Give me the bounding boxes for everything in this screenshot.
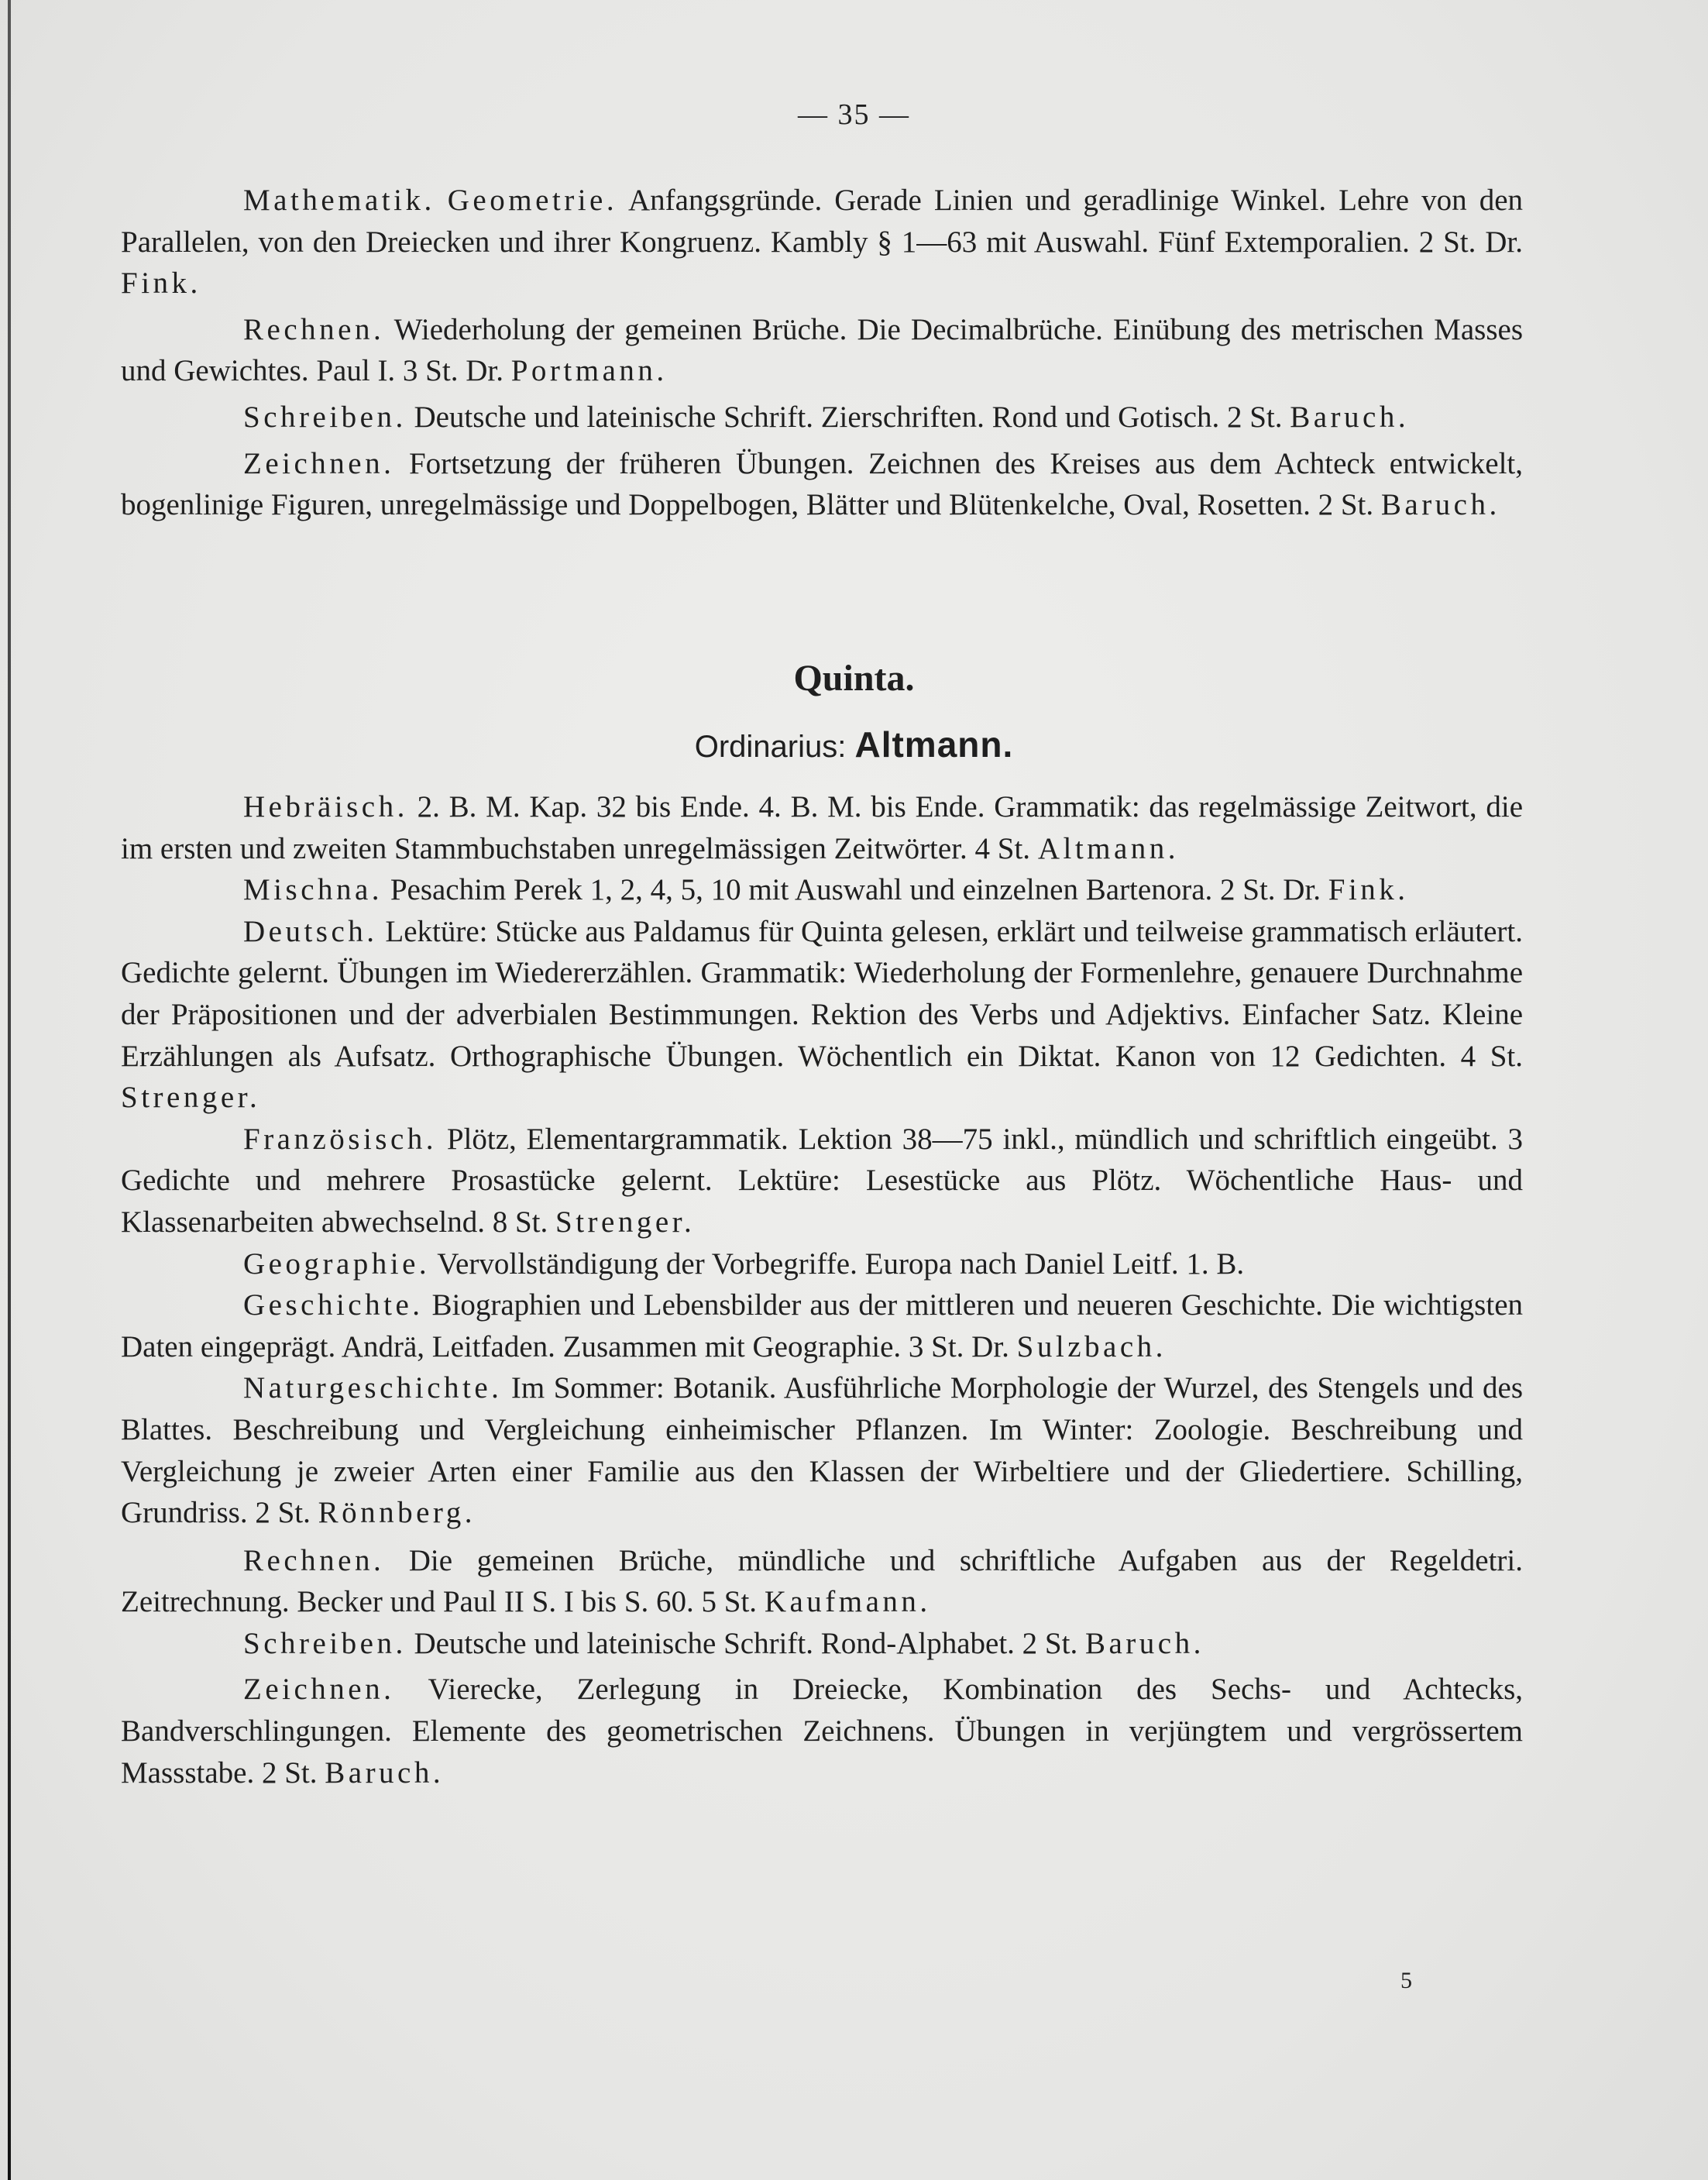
- paragraph-text: Lektüre: Stücke aus Paldamus für Quinta gelesen, erklärt und teilweise grammatisch erläutert. Gedichte gelernt. Übungen im Wiedererzählen. Grammatik: Wiederholung der Formenlehre, genauere Durchnahme der Präpositionen und der adverbialen Bestimmungen. Rektion des Verbs und Adjektivs. Einfacher Satz. Kleine Erzählungen als Aufsatz. Orthographische Übungen. Wöchentlich ein Diktat. Kanon von 12 Gedichten. 4 St.: [121, 914, 1523, 1073]
- ordinarius-label: Ordinarius:: [694, 730, 847, 764]
- teacher-name: Fink.: [121, 266, 201, 301]
- paragraph-schreiben: [121, 1623, 1523, 1665]
- page-edge: [8, 0, 11, 2180]
- teacher-name: Fink.: [1328, 873, 1409, 907]
- subject-label: Hebräisch.: [243, 790, 408, 824]
- paragraph-text: Die gemeinen Brüche, mündliche und schriftliche Aufgaben aus der Regeldetri. Zeitrechnung. Becker und Paul II S. I bis S. 60. 5 St.: [121, 1543, 1523, 1619]
- subject-label: Rechnen.: [243, 312, 385, 346]
- paragraph-text: Anfangsgründe. Gerade Linien und geradlinige Winkel. Lehre von den Parallelen, von den Dreiecken und ihrer Kongruenz. Kambly § 1—63 mit Auswahl. Fünf Extemporalien. 2 St. Dr.: [121, 184, 1524, 259]
- paragraph-text: Biographien und Lebensbilder aus der mittleren und neueren Geschichte. Die wichtigsten Daten eingeprägt. Andrä, Leitfaden. Zusammen mit Geographie. 3 St. Dr.: [121, 1288, 1523, 1363]
- section-heading: Quinta.: [793, 658, 915, 699]
- teacher-name: Altmann.: [1037, 831, 1180, 865]
- teacher-name: Portmann.: [510, 354, 668, 388]
- paragraph-deutsch: [121, 911, 1523, 1119]
- teacher-name: Strenger.: [121, 1081, 261, 1115]
- paragraph-text: Vierecke, Zerlegung in Dreiecke, Kombination des Sechs- und Achtecks, Bandverschlingungen. Elemente des geometrischen Zeichnens. Übungen in verjüngtem und vergrössertem Massstabe. 2 St.: [121, 1673, 1523, 1790]
- subject-label: Naturgeschichte.: [243, 1371, 503, 1405]
- section-quinta: [121, 786, 1523, 1793]
- paragraph-franzoesisch: [121, 1119, 1523, 1243]
- subject-label: Zeichnen.: [243, 1673, 395, 1707]
- subject-label: Geographie.: [243, 1246, 431, 1281]
- paragraph-naturgeschichte: [121, 1367, 1523, 1533]
- subject-label: Französisch.: [243, 1122, 438, 1156]
- paragraph-text: Deutsche und lateinische Schrift. Zierschriften. Rond und Gotisch. 2 St.: [406, 400, 1290, 434]
- page-number: — 35 —: [798, 98, 910, 131]
- paragraph-schreiben: [121, 397, 1523, 438]
- paragraph-text: Pesachim Perek 1, 2, 4, 5, 10 mit Auswahl und einzelnen Bartenora. 2 St. Dr.: [383, 873, 1328, 907]
- subsubject-label: Geometrie.: [447, 184, 618, 217]
- teacher-name: Baruch.: [325, 1755, 445, 1790]
- section-sexta-end: [121, 180, 1523, 526]
- ordinarius-line: [0, 724, 1708, 765]
- paragraph-zeichnen: [121, 1669, 1523, 1793]
- paragraph-text: 2. B. M. Kap. 32 bis Ende. 4. B. M. bis Ende. Grammatik: das regelmässige Zeitwort, die im ersten und zweiten Stammbuchstaben unregelmässigen Zeitwörter. 4 St.: [121, 790, 1523, 865]
- paragraph-mathematik: [121, 180, 1523, 304]
- paragraph-rechnen: [121, 1540, 1523, 1623]
- subject-label: Schreiben.: [243, 400, 407, 434]
- paragraph-text: Vervollständigung der Vorbegriffe. Europa nach Daniel Leitf. 1. B.: [430, 1246, 1245, 1281]
- paragraph-hebraeisch: [121, 786, 1523, 869]
- teacher-name: Rönnberg.: [318, 1496, 476, 1530]
- subject-label: Zeichnen.: [243, 446, 395, 480]
- subject-label: Geschichte.: [243, 1288, 424, 1322]
- paragraph-text: Plötz, Elementargrammatik. Lektion 38—75 inkl., mündlich und schriftlich eingeübt. 3 Gedichte und mehrere Prosastücke gelernt. Lektüre: Lesestücke aus Plötz. Wöchentliche Haus- und Klassenarbeiten abwechselnd. 8 St.: [121, 1122, 1523, 1239]
- paragraph-text: Fortsetzung der früheren Übungen. Zeichnen des Kreises aus dem Achteck entwickelt, bogenlinige Figuren, unregelmässige und Doppelbogen, Blätter und Blütenkelche, Oval, Rosetten. 2 St.: [121, 446, 1523, 522]
- teacher-name: Sulzbach.: [1016, 1329, 1167, 1363]
- subject-label: Deutsch.: [243, 914, 378, 948]
- teacher-name: Baruch.: [1290, 400, 1410, 434]
- teacher-name: Baruch.: [1084, 1626, 1205, 1660]
- teacher-name: Kaufmann.: [764, 1585, 931, 1619]
- ordinarius-name: Altmann.: [854, 724, 1014, 765]
- paragraph-text: Deutsche und lateinische Schrift. Rond-Alphabet. 2 St.: [406, 1626, 1085, 1660]
- paragraph-text: Im Sommer: Botanik. Ausführliche Morphologie der Wurzel, des Stengels und des Blattes. Beschreibung und Vergleichung einheimischer Pflanzen. Im Winter: Zoologie. Beschreibung und Vergleichung je zweier Arten einer Familie aus den Klassen der Wirbeltiere und der Gliedertiere. Schilling, Grundriss. 2 St.: [121, 1371, 1523, 1530]
- paragraph-mischna: [121, 869, 1523, 911]
- paragraph-rechnen: [121, 309, 1523, 392]
- paragraph-geschichte: [121, 1284, 1523, 1367]
- paragraph-text: Wiederholung der gemeinen Brüche. Die Decimalbrüche. Einübung des metrischen Masses und Gewichtes. Paul I. 3 St. Dr.: [121, 312, 1523, 388]
- paragraph-zeichnen: [121, 443, 1523, 526]
- subject-label: Mischna.: [243, 873, 383, 907]
- signature-mark: 5: [1400, 1968, 1412, 1993]
- paragraph-geographie: [121, 1243, 1523, 1285]
- subject-label: Rechnen.: [243, 1543, 385, 1577]
- teacher-name: Baruch.: [1380, 488, 1500, 522]
- subject-label: Schreiben.: [243, 1626, 407, 1660]
- teacher-name: Strenger.: [555, 1205, 696, 1239]
- subject-label: Mathematik.: [243, 184, 435, 217]
